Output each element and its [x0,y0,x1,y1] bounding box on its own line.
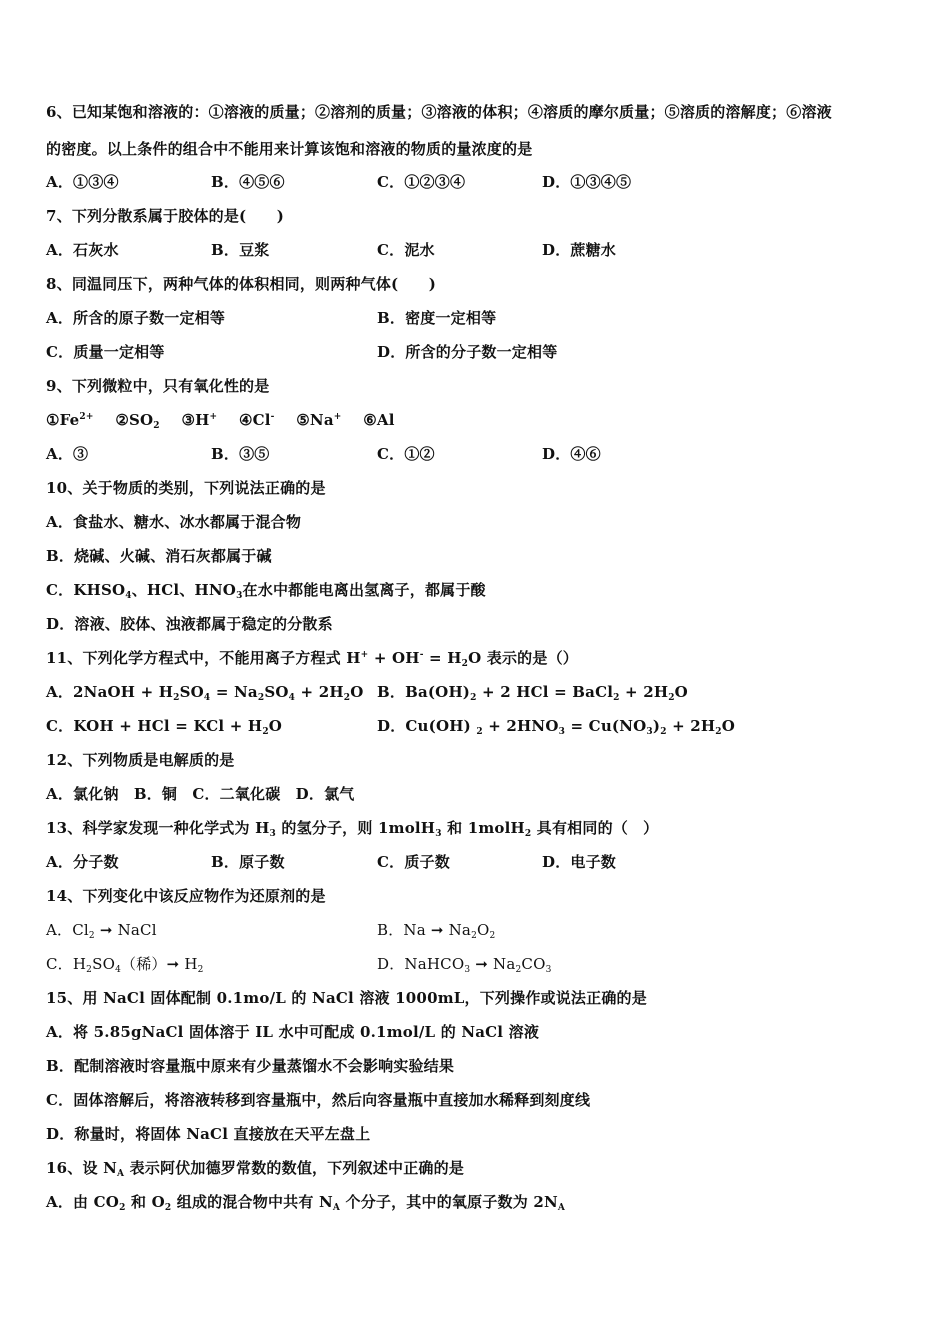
q10-stem: 10、关于物质的类别，下列说法正确的是 [46,479,326,497]
q15-option-a: A．将 5.85gNaCl 固体溶于 IL 水中可配成 0.1mol/L 的 NaCl 溶液 [46,1023,540,1041]
q9-particle-4: ④Cl- [238,411,275,429]
q14-option-d: D．NaHCO$_3$ ➞ $Na_2CO_3$ [377,955,552,975]
q14-stem: 14、下列变化中该反应物作为还原剂的是 [46,887,326,905]
q10-option-d: D．溶液、胶体、浊液都属于稳定的分散系 [46,615,333,633]
q6-option-d: D．①③④⑤ [542,173,632,191]
q14-option-b: B．Na ➞ $Na_2O_2$ [377,921,496,941]
q6-stem-line1: 6、已知某饱和溶液的：①溶液的质量；②溶剂的质量；③溶液的体积；④溶质的摩尔质量；⑤溶质的溶解度；⑥溶液 [46,103,832,121]
q15-option-b: B．配制溶液时容量瓶中原来有少量蒸馏水不会影响实验结果 [46,1057,455,1075]
q8-option-c: C．质量一定相等 [46,343,165,361]
q9-option-c: C．①② [377,445,435,463]
q16-option-a: A．由 $CO_2$ 和 $O_2$ 组成的混合物中共有 $N_A$ 个分子，其中的氧原子数为 $2N_A$ [46,1193,566,1213]
q6-stem-line2: 的密度。以上条件的组合中不能用来计算该饱和溶液的物质的量浓度的是 [46,140,533,158]
q12-options: A．氯化钠 B．铜 C．二氧化碳 D．氯气 [46,785,355,803]
q9-option-a: A．③ [46,445,89,463]
q9-particle-2: $②SO_2$ [115,411,160,431]
q10-option-b: B．烧碱、火碱、消石灰都属于碱 [46,547,272,565]
q11-option-d: D．Cu(OH) $_2 + 2HNO_3 = Cu(NO_3)_2 + 2H_2O$ [377,717,736,737]
q8-option-a: A．所含的原子数一定相等 [46,309,226,327]
q14-option-a: A．$Cl_2$ ➞ NaCl [46,921,157,941]
q8-stem: 8、同温同压下，两种气体的体积相同，则两种气体( ) [46,275,437,293]
q13-option-c: C．质子数 [377,853,450,871]
q13-option-d: D．电子数 [542,853,617,871]
q15-option-c: C．固体溶解后，将溶液转移到容量瓶中，然后向容量瓶中直接加水稀释到刻度线 [46,1091,591,1109]
q13-stem: 13、科学家发现一种化学式为 $H_3$ 的氢分子，则 1molH$_3$ 和 1molH$_2$ 具有相同的（ ） [46,819,659,839]
q13-option-b: B．原子数 [211,853,285,871]
q9-option-b: B．③⑤ [211,445,270,463]
q7-option-a: A．石灰水 [46,241,119,259]
q7-stem: 7、下列分散系属于胶体的是( ) [46,207,285,225]
q8-option-b: B．密度一定相等 [377,309,497,327]
q9-stem: 9、下列微粒中，只有氧化性的是 [46,377,270,395]
q12-stem: 12、下列物质是电解质的是 [46,751,235,769]
q7-option-c: C．泥水 [377,241,435,259]
q11-option-b: B．$Ba(OH)_2 + 2$ HCl = BaCl$_2$ + $2H_2O$ [377,683,688,703]
q11-option-c: C．KOH + HCl = KCl + $H_2O$ [46,717,283,737]
q9-particles [46,409,395,431]
q9-option-d: D．④⑥ [542,445,601,463]
q9-particle-3: ③H+ [181,411,218,429]
q11-stem: 11、下列化学方程式中，不能用离子方程式 $H^+ + OH^- = H_2O$ 表示的是（） [46,649,578,669]
q11-option-a: A．2NaOH + $H_2SO_4 = Na_2SO_4 + 2H_2O$ [46,683,364,703]
q10-option-a: A．食盐水、糖水、冰水都属于混合物 [46,513,302,531]
q9-particle-6: ⑥Al [363,411,395,429]
q15-stem: 15、用 NaCl 固体配制 0.1mo/L 的 NaCl 溶液 1000mL，下列操作或说法正确的是 [46,989,647,1007]
q6-option-c: C．①②③④ [377,173,466,191]
q6-option-b: B．④⑤⑥ [211,173,285,191]
q13-option-a: A．分子数 [46,853,119,871]
q15-option-d: D．称量时，将固体 NaCl 直接放在天平左盘上 [46,1125,371,1143]
q9-particle-5: ⑤Na+ [296,411,342,429]
q6-option-a: A．①③④ [46,173,119,191]
q7-option-b: B．豆浆 [211,241,270,259]
q8-option-d: D．所含的分子数一定相等 [377,343,558,361]
q14-option-c: C．$H_2SO_4$（稀）➞ $H_2$ [46,955,204,975]
q16-stem: 16、设 $N_A$ 表示阿伏加德罗常数的数值，下列叙述中正确的是 [46,1159,465,1179]
q10-option-c: C．$KHSO_4$、HCl、$HNO_3$在水中都能电离出氢离子，都属于酸 [46,581,486,601]
q7-option-d: D．蔗糖水 [542,241,617,259]
q9-particle-1: $①Fe^{2+}$ [46,411,94,429]
